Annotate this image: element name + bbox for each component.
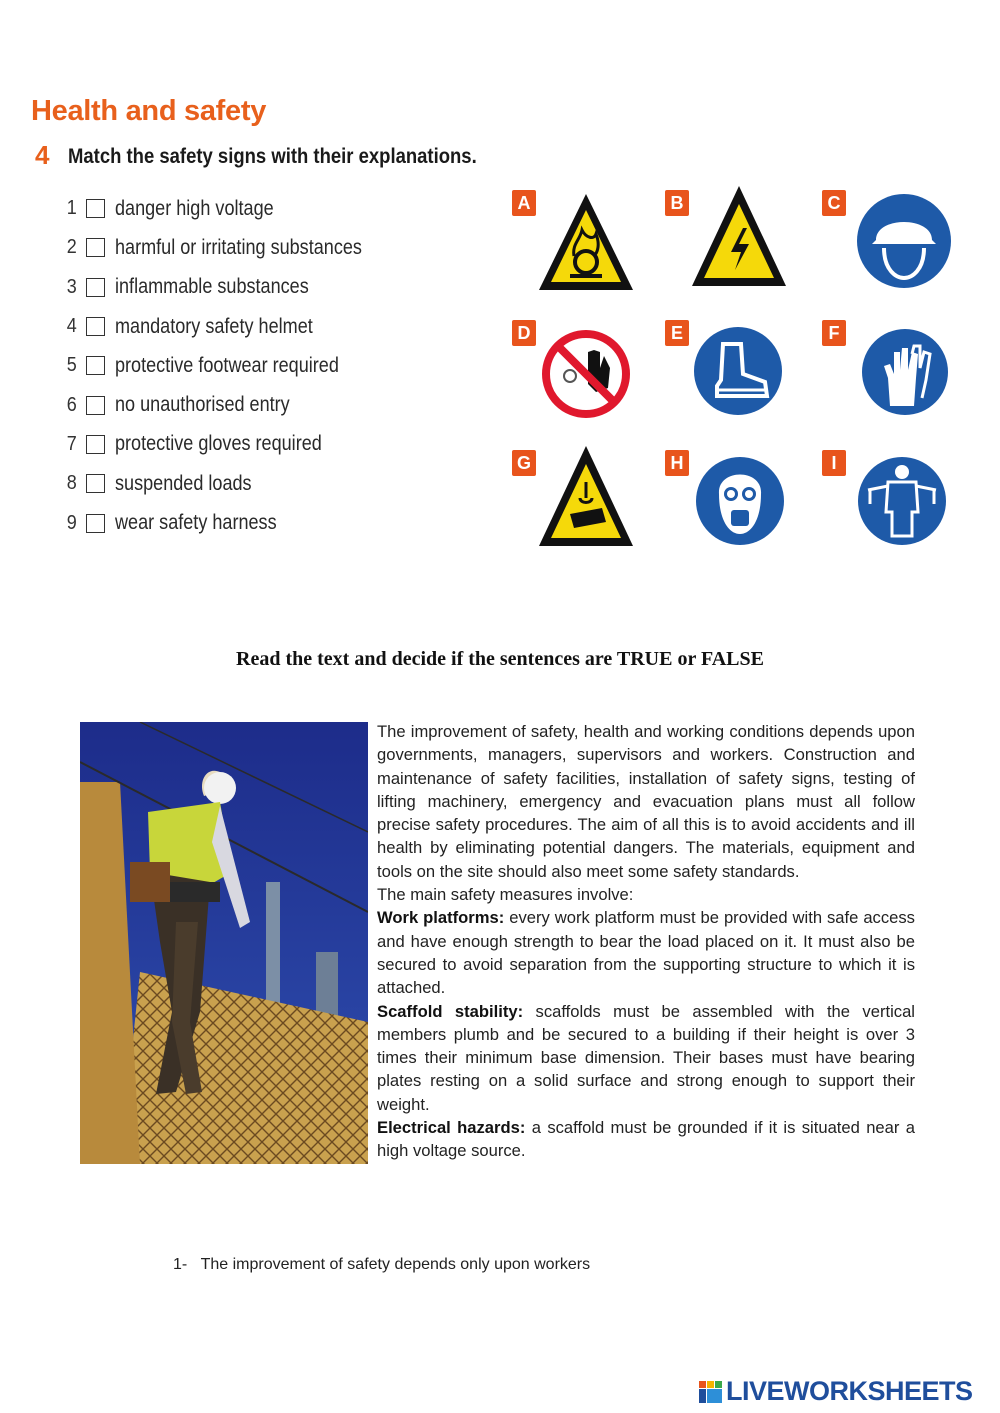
measures-intro: The main safety measures involve: bbox=[377, 885, 634, 905]
answer-box[interactable] bbox=[86, 317, 105, 336]
item-number: 6 bbox=[66, 393, 77, 416]
liveworksheets-logo-icon bbox=[698, 1379, 724, 1405]
sign-letter: I bbox=[822, 450, 846, 476]
list-item bbox=[66, 307, 402, 346]
measure-heading: Electrical hazards: bbox=[377, 1118, 526, 1138]
reading-instruction: Read the text and decide if the sentences are TRUE or FALSE bbox=[236, 648, 764, 670]
item-number: 8 bbox=[66, 472, 77, 495]
item-number: 3 bbox=[66, 275, 77, 298]
item-text: inflammable substances bbox=[115, 275, 309, 299]
section-title: Health and safety bbox=[31, 95, 267, 127]
item-text: protective gloves required bbox=[115, 432, 322, 456]
answer-box[interactable] bbox=[86, 435, 105, 454]
item-number: 9 bbox=[66, 511, 77, 534]
item-number: 2 bbox=[66, 236, 77, 259]
list-item bbox=[66, 189, 402, 228]
match-list bbox=[66, 189, 402, 543]
question-number: 1- bbox=[173, 1256, 188, 1273]
item-text: danger high voltage bbox=[115, 196, 274, 220]
answer-box[interactable] bbox=[86, 474, 105, 493]
question-item bbox=[173, 1256, 590, 1274]
item-text: mandatory safety helmet bbox=[115, 314, 313, 338]
sign-letter: E bbox=[665, 320, 689, 346]
no-entry-icon bbox=[542, 328, 630, 420]
item-text: suspended loads bbox=[115, 471, 252, 495]
sign-e bbox=[665, 320, 775, 430]
construction-worker-photo bbox=[80, 722, 368, 1164]
respirator-mask-icon bbox=[695, 450, 785, 552]
answer-box[interactable] bbox=[86, 199, 105, 218]
sign-letter: H bbox=[665, 450, 689, 476]
item-text: protective footwear required bbox=[115, 353, 339, 377]
high-voltage-warning-icon bbox=[689, 182, 789, 292]
measure-text: a scaffold must be grounded if it is situated near a high voltage source. bbox=[377, 1118, 915, 1161]
item-number: 4 bbox=[66, 315, 77, 338]
item-text: harmful or irritating substances bbox=[115, 235, 362, 259]
answer-box[interactable] bbox=[86, 238, 105, 257]
sign-c bbox=[822, 190, 932, 300]
sign-letter: G bbox=[512, 450, 536, 476]
list-item bbox=[66, 464, 402, 503]
protective-gloves-icon bbox=[860, 324, 950, 424]
measure-paragraph bbox=[377, 1000, 915, 1116]
measure-heading: Scaffold stability: bbox=[377, 1001, 524, 1021]
sign-letter: D bbox=[512, 320, 536, 346]
sign-i bbox=[822, 450, 932, 560]
measure-text: every work platform must be provided with safe access and have enough strength to bear the load placed on it. It must also be secured to avoid separation from the supporting structure to which it is attached. bbox=[377, 908, 915, 998]
item-number: 7 bbox=[66, 432, 77, 455]
sign-d bbox=[512, 320, 622, 430]
sign-f bbox=[822, 320, 932, 430]
sign-letter: F bbox=[822, 320, 846, 346]
list-item bbox=[66, 503, 402, 542]
suspended-load-warning-icon bbox=[536, 442, 636, 552]
sign-letter: C bbox=[822, 190, 846, 216]
item-number: 1 bbox=[66, 197, 77, 220]
measure-heading: Work platforms: bbox=[377, 908, 505, 928]
sign-letter: B bbox=[665, 190, 689, 216]
safety-helmet-icon bbox=[856, 190, 952, 292]
item-text: wear safety harness bbox=[115, 511, 277, 535]
brand-name: LIVEWORKSHEETS bbox=[726, 1376, 973, 1406]
list-item bbox=[66, 346, 402, 385]
answer-box[interactable] bbox=[86, 356, 105, 375]
answer-box[interactable] bbox=[86, 514, 105, 533]
item-number: 5 bbox=[66, 354, 77, 377]
sign-a bbox=[512, 190, 622, 300]
list-item bbox=[66, 385, 402, 424]
reading-text bbox=[377, 720, 915, 1163]
measure-paragraph bbox=[377, 906, 915, 999]
list-item bbox=[66, 268, 402, 307]
answer-box[interactable] bbox=[86, 278, 105, 297]
sign-h bbox=[665, 450, 775, 560]
sign-letter: A bbox=[512, 190, 536, 216]
sign-b bbox=[665, 190, 775, 300]
answer-box[interactable] bbox=[86, 396, 105, 415]
measure-paragraph bbox=[377, 1116, 915, 1163]
exercise-instruction: Match the safety signs with their explanations. bbox=[68, 145, 477, 168]
flammable-warning-icon bbox=[536, 190, 636, 294]
sign-g bbox=[512, 450, 622, 560]
exercise-number: 4 bbox=[35, 140, 50, 170]
liveworksheets-brand[interactable] bbox=[698, 1376, 973, 1407]
safety-harness-icon bbox=[854, 450, 950, 552]
intro-paragraph: The improvement of safety, health and working conditions depends upon governments, managers, supervisors and workers. Construction and maintenance of safety facilities, installation of safety signs, testing of lifting machinery, emergency and evacuation plans must all follow precise safety procedures. The aim of all this is to avoid accidents and ill health by eliminating potential dangers. The materials, equipment and tools on the site should also meet some safety standards. bbox=[377, 722, 915, 881]
safety-boot-icon bbox=[693, 320, 783, 422]
question-text: The improvement of safety depends only upon workers bbox=[200, 1256, 591, 1273]
list-item bbox=[66, 228, 402, 267]
list-item bbox=[66, 425, 402, 464]
measure-text: scaffolds must be assembled with the vertical members plumb and be secured to a building if their height is over 3 times their minimum base dimension. Their bases must have bearing plates resting on a solid surface and strong enough to support their weight. bbox=[377, 1001, 915, 1114]
item-text: no unauthorised entry bbox=[115, 393, 290, 417]
